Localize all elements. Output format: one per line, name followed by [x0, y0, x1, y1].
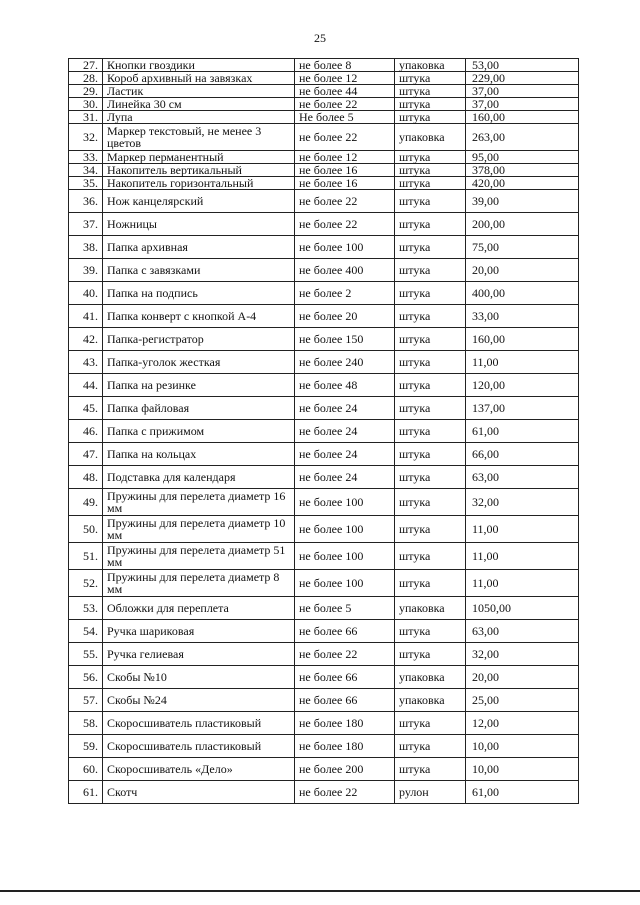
- row-number: 43.: [69, 351, 103, 374]
- table-row: [69, 758, 579, 781]
- item-quantity: не более 8: [295, 59, 395, 72]
- item-price: 32,00: [466, 643, 579, 666]
- item-name: Короб архивный на завязках: [103, 72, 295, 85]
- item-unit: штука: [395, 758, 466, 781]
- item-name: Ручка гелиевая: [103, 643, 295, 666]
- item-unit: штука: [395, 190, 466, 213]
- item-price: 53,00: [466, 59, 579, 72]
- item-price: 37,00: [466, 98, 579, 111]
- item-quantity: не более 100: [295, 516, 395, 543]
- row-number: 45.: [69, 397, 103, 420]
- row-number: 61.: [69, 781, 103, 804]
- row-number: 55.: [69, 643, 103, 666]
- row-number: 36.: [69, 190, 103, 213]
- item-name: Ластик: [103, 85, 295, 98]
- table-row: [69, 259, 579, 282]
- item-quantity: не более 100: [295, 489, 395, 516]
- item-price: 12,00: [466, 712, 579, 735]
- item-quantity: не более 24: [295, 466, 395, 489]
- row-number: 40.: [69, 282, 103, 305]
- row-number: 47.: [69, 443, 103, 466]
- item-unit: упаковка: [395, 597, 466, 620]
- row-number: 54.: [69, 620, 103, 643]
- item-unit: штука: [395, 236, 466, 259]
- item-quantity: не более 22: [295, 781, 395, 804]
- item-quantity: не более 150: [295, 328, 395, 351]
- row-number: 52.: [69, 570, 103, 597]
- item-price: 11,00: [466, 516, 579, 543]
- page-number: 25: [314, 31, 326, 45]
- item-name: Скобы №24: [103, 689, 295, 712]
- item-price: 160,00: [466, 111, 579, 124]
- table-row: [69, 397, 579, 420]
- row-number: 39.: [69, 259, 103, 282]
- item-price: 32,00: [466, 489, 579, 516]
- row-number: 48.: [69, 466, 103, 489]
- row-number: 31.: [69, 111, 103, 124]
- item-price: 10,00: [466, 758, 579, 781]
- table-row: [69, 597, 579, 620]
- item-price: 400,00: [466, 282, 579, 305]
- item-price: 229,00: [466, 72, 579, 85]
- item-price: 66,00: [466, 443, 579, 466]
- table-row: [69, 666, 579, 689]
- row-number: 33.: [69, 151, 103, 164]
- item-price: 420,00: [466, 177, 579, 190]
- item-name: Папка на кольцах: [103, 443, 295, 466]
- item-unit: упаковка: [395, 124, 466, 151]
- table-row: [69, 124, 579, 151]
- item-price: 11,00: [466, 570, 579, 597]
- table-row: [69, 85, 579, 98]
- item-unit: штука: [395, 213, 466, 236]
- item-price: 61,00: [466, 781, 579, 804]
- row-number: 28.: [69, 72, 103, 85]
- table-row: [69, 735, 579, 758]
- item-unit: штука: [395, 397, 466, 420]
- item-name: Скотч: [103, 781, 295, 804]
- item-quantity: не более 66: [295, 620, 395, 643]
- item-quantity: Не более 5: [295, 111, 395, 124]
- item-quantity: не более 16: [295, 164, 395, 177]
- item-unit: штука: [395, 164, 466, 177]
- table-row: [69, 177, 579, 190]
- item-quantity: не более 22: [295, 98, 395, 111]
- item-quantity: не более 5: [295, 597, 395, 620]
- item-name: Папка-регистратор: [103, 328, 295, 351]
- item-quantity: не более 12: [295, 72, 395, 85]
- table-row: [69, 213, 579, 236]
- row-number: 35.: [69, 177, 103, 190]
- row-number: 49.: [69, 489, 103, 516]
- item-name: Линейка 30 см: [103, 98, 295, 111]
- item-price: 137,00: [466, 397, 579, 420]
- table-row: [69, 305, 579, 328]
- item-unit: штука: [395, 443, 466, 466]
- item-price: 263,00: [466, 124, 579, 151]
- item-price: 39,00: [466, 190, 579, 213]
- item-price: 1050,00: [466, 597, 579, 620]
- item-unit: рулон: [395, 781, 466, 804]
- item-name: Папка-уголок жесткая: [103, 351, 295, 374]
- item-unit: штука: [395, 305, 466, 328]
- row-number: 58.: [69, 712, 103, 735]
- row-number: 59.: [69, 735, 103, 758]
- item-unit: штука: [395, 177, 466, 190]
- item-quantity: не более 66: [295, 666, 395, 689]
- item-unit: штука: [395, 516, 466, 543]
- item-unit: штука: [395, 420, 466, 443]
- item-price: 25,00: [466, 689, 579, 712]
- table-row: [69, 466, 579, 489]
- item-name: Ножницы: [103, 213, 295, 236]
- item-price: 10,00: [466, 735, 579, 758]
- item-unit: штука: [395, 735, 466, 758]
- row-number: 56.: [69, 666, 103, 689]
- row-number: 30.: [69, 98, 103, 111]
- table-row: [69, 420, 579, 443]
- table-row: [69, 643, 579, 666]
- table-row: [69, 516, 579, 543]
- item-quantity: не более 100: [295, 543, 395, 570]
- table-row: [69, 328, 579, 351]
- table-row: [69, 689, 579, 712]
- item-name: Маркер текстовый, не менее 3 цветов: [103, 124, 295, 151]
- item-name: Папка на резинке: [103, 374, 295, 397]
- item-name: Папка с прижимом: [103, 420, 295, 443]
- row-number: 34.: [69, 164, 103, 177]
- item-unit: упаковка: [395, 689, 466, 712]
- item-unit: штука: [395, 282, 466, 305]
- item-name: Папка файловая: [103, 397, 295, 420]
- table-row: [69, 489, 579, 516]
- item-quantity: не более 240: [295, 351, 395, 374]
- item-quantity: не более 24: [295, 443, 395, 466]
- item-quantity: не более 44: [295, 85, 395, 98]
- item-name: Накопитель горизонтальный: [103, 177, 295, 190]
- item-price: 33,00: [466, 305, 579, 328]
- page-bottom-rule: [0, 890, 640, 892]
- row-number: 27.: [69, 59, 103, 72]
- item-name: Пружины для перелета диаметр 8 мм: [103, 570, 295, 597]
- table-row: [69, 98, 579, 111]
- item-name: Подставка для календаря: [103, 466, 295, 489]
- item-quantity: не более 48: [295, 374, 395, 397]
- item-quantity: не более 66: [295, 689, 395, 712]
- item-unit: штука: [395, 570, 466, 597]
- row-number: 41.: [69, 305, 103, 328]
- row-number: 32.: [69, 124, 103, 151]
- row-number: 42.: [69, 328, 103, 351]
- item-quantity: не более 20: [295, 305, 395, 328]
- row-number: 46.: [69, 420, 103, 443]
- table-row: [69, 151, 579, 164]
- table-row: [69, 72, 579, 85]
- item-name: Лупа: [103, 111, 295, 124]
- row-number: 50.: [69, 516, 103, 543]
- table-row: [69, 111, 579, 124]
- item-unit: штука: [395, 98, 466, 111]
- items-table-body: [69, 59, 579, 804]
- item-unit: штука: [395, 489, 466, 516]
- item-name: Нож канцелярский: [103, 190, 295, 213]
- row-number: 29.: [69, 85, 103, 98]
- item-quantity: не более 180: [295, 712, 395, 735]
- item-unit: штука: [395, 72, 466, 85]
- item-unit: штука: [395, 643, 466, 666]
- item-name: Папка на подпись: [103, 282, 295, 305]
- item-quantity: не более 180: [295, 735, 395, 758]
- item-name: Накопитель вертикальный: [103, 164, 295, 177]
- item-price: 20,00: [466, 666, 579, 689]
- item-price: 120,00: [466, 374, 579, 397]
- row-number: 38.: [69, 236, 103, 259]
- item-quantity: не более 100: [295, 236, 395, 259]
- item-quantity: не более 24: [295, 397, 395, 420]
- item-price: 11,00: [466, 543, 579, 570]
- item-name: Пружины для перелета диаметр 10 мм: [103, 516, 295, 543]
- item-quantity: не более 22: [295, 124, 395, 151]
- item-price: 20,00: [466, 259, 579, 282]
- item-quantity: не более 24: [295, 420, 395, 443]
- item-price: 160,00: [466, 328, 579, 351]
- item-unit: штука: [395, 374, 466, 397]
- item-quantity: не более 16: [295, 177, 395, 190]
- item-price: 11,00: [466, 351, 579, 374]
- item-name: Скоросшиватель «Дело»: [103, 758, 295, 781]
- item-price: 63,00: [466, 466, 579, 489]
- row-number: 51.: [69, 543, 103, 570]
- row-number: 44.: [69, 374, 103, 397]
- item-unit: штука: [395, 111, 466, 124]
- item-name: Маркер перманентный: [103, 151, 295, 164]
- table-row: [69, 190, 579, 213]
- item-unit: штука: [395, 85, 466, 98]
- item-price: 75,00: [466, 236, 579, 259]
- item-price: 378,00: [466, 164, 579, 177]
- item-name: Папка конверт с кнопкой А-4: [103, 305, 295, 328]
- item-unit: штука: [395, 712, 466, 735]
- item-name: Папка с завязками: [103, 259, 295, 282]
- row-number: 57.: [69, 689, 103, 712]
- item-unit: штука: [395, 351, 466, 374]
- item-name: Пружины для перелета диаметр 16 мм: [103, 489, 295, 516]
- table-row: [69, 374, 579, 397]
- items-table: [68, 58, 579, 804]
- table-row: [69, 543, 579, 570]
- item-price: 95,00: [466, 151, 579, 164]
- item-quantity: не более 12: [295, 151, 395, 164]
- row-number: 53.: [69, 597, 103, 620]
- item-quantity: не более 22: [295, 190, 395, 213]
- item-name: Обложки для переплета: [103, 597, 295, 620]
- item-unit: штука: [395, 620, 466, 643]
- item-unit: штука: [395, 543, 466, 570]
- table-row: [69, 282, 579, 305]
- table-row: [69, 59, 579, 72]
- item-quantity: не более 2: [295, 282, 395, 305]
- item-unit: штука: [395, 259, 466, 282]
- table-row: [69, 443, 579, 466]
- item-price: 61,00: [466, 420, 579, 443]
- item-quantity: не более 22: [295, 643, 395, 666]
- table-row: [69, 712, 579, 735]
- table-row: [69, 236, 579, 259]
- item-quantity: не более 400: [295, 259, 395, 282]
- item-unit: упаковка: [395, 666, 466, 689]
- item-unit: упаковка: [395, 59, 466, 72]
- table-row: [69, 781, 579, 804]
- item-quantity: не более 22: [295, 213, 395, 236]
- item-price: 37,00: [466, 85, 579, 98]
- row-number: 60.: [69, 758, 103, 781]
- item-price: 200,00: [466, 213, 579, 236]
- item-name: Скоросшиватель пластиковый: [103, 735, 295, 758]
- item-unit: штука: [395, 328, 466, 351]
- item-name: Скобы №10: [103, 666, 295, 689]
- item-quantity: не более 100: [295, 570, 395, 597]
- table-row: [69, 620, 579, 643]
- item-unit: штука: [395, 151, 466, 164]
- item-quantity: не более 200: [295, 758, 395, 781]
- table-row: [69, 164, 579, 177]
- item-name: Ручка шариковая: [103, 620, 295, 643]
- item-name: Пружины для перелета диаметр 51 мм: [103, 543, 295, 570]
- item-name: Скоросшиватель пластиковый: [103, 712, 295, 735]
- row-number: 37.: [69, 213, 103, 236]
- table-row: [69, 351, 579, 374]
- item-name: Кнопки гвоздики: [103, 59, 295, 72]
- item-unit: штука: [395, 466, 466, 489]
- item-name: Папка архивная: [103, 236, 295, 259]
- item-price: 63,00: [466, 620, 579, 643]
- table-row: [69, 570, 579, 597]
